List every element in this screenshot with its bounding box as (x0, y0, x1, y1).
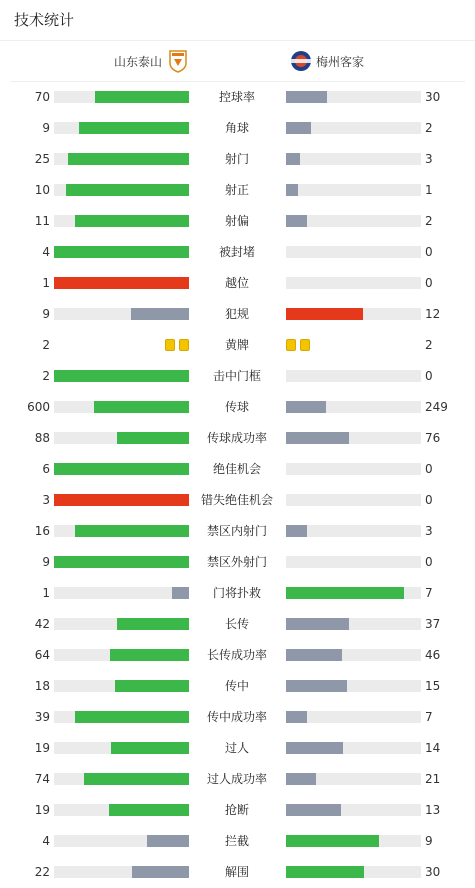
stat-label: 射正 (224, 183, 249, 197)
away-bar-track (286, 308, 421, 320)
home-bar-track (54, 308, 189, 320)
away-bar-track (286, 649, 421, 661)
away-bar (286, 680, 347, 692)
home-value: 18 (34, 679, 50, 693)
home-value: 6 (42, 462, 50, 476)
home-bar-track (54, 556, 189, 568)
away-bar (286, 308, 363, 320)
away-bar (286, 773, 316, 785)
stat-label: 角球 (224, 121, 249, 135)
away-value: 21 (425, 772, 441, 786)
home-bar (172, 587, 189, 599)
stat-row (0, 458, 475, 480)
away-value: 0 (425, 462, 433, 476)
stat-row (0, 706, 475, 728)
away-bar (286, 525, 307, 537)
away-team[interactable] (290, 49, 364, 73)
home-bar (79, 122, 189, 134)
away-value: 1 (425, 183, 433, 197)
away-bar (286, 401, 326, 413)
away-bar (286, 835, 379, 847)
stat-row (0, 148, 475, 170)
away-value: 7 (425, 710, 433, 724)
away-bar (286, 618, 349, 630)
away-value: 0 (425, 276, 433, 290)
away-bar-track (286, 463, 421, 475)
stat-row (0, 86, 475, 108)
home-value: 4 (42, 245, 50, 259)
away-bar-track (286, 556, 421, 568)
stat-label: 射偏 (224, 214, 249, 228)
away-yellow-cards (286, 339, 310, 351)
away-value: 3 (425, 524, 433, 538)
home-team[interactable] (10, 49, 188, 73)
home-bar (54, 277, 189, 289)
home-bar (75, 525, 189, 537)
away-bar-track (286, 804, 421, 816)
away-bar (286, 91, 327, 103)
away-bar-track (286, 91, 421, 103)
away-bar (286, 711, 307, 723)
away-bar-track (286, 432, 421, 444)
home-bar (94, 401, 189, 413)
home-bar-track (54, 525, 189, 537)
home-value: 74 (34, 772, 50, 786)
away-bar (286, 122, 311, 134)
home-bar-track (54, 618, 189, 630)
away-value: 30 (425, 90, 441, 104)
home-value: 42 (34, 617, 50, 631)
home-value: 19 (34, 803, 50, 817)
away-bar-track (286, 370, 421, 382)
yellow-card-icon (165, 339, 175, 351)
stat-row (0, 768, 475, 790)
home-bar (95, 91, 190, 103)
away-bar (286, 804, 341, 816)
stats-list (0, 82, 475, 888)
stat-row (0, 427, 475, 449)
stat-row (0, 675, 475, 697)
away-team-name: 梅州客家 (316, 54, 365, 69)
home-bar-track (54, 184, 189, 196)
home-bar (54, 556, 189, 568)
home-value: 11 (34, 214, 50, 228)
stat-label: 抢断 (224, 803, 249, 817)
home-bar (117, 618, 189, 630)
home-bar-track (54, 153, 189, 165)
away-bar-track (286, 122, 421, 134)
home-bar-track (54, 432, 189, 444)
away-bar-track (286, 711, 421, 723)
stat-row (0, 520, 475, 542)
home-bar (110, 649, 189, 661)
away-bar (286, 649, 342, 661)
away-bar (286, 587, 404, 599)
stat-row (0, 737, 475, 759)
stat-row (0, 396, 475, 418)
away-bar-track (286, 277, 421, 289)
stat-label: 被封堵 (218, 245, 255, 259)
away-value: 13 (425, 803, 441, 817)
home-bar (54, 246, 189, 258)
home-bar (75, 711, 189, 723)
home-value: 70 (34, 90, 50, 104)
home-bar-track (54, 401, 189, 413)
away-value: 15 (425, 679, 441, 693)
away-bar-track (286, 525, 421, 537)
stat-row (0, 861, 475, 883)
home-value: 2 (42, 369, 50, 383)
home-value: 88 (34, 431, 50, 445)
home-bar (111, 742, 189, 754)
stat-row (0, 210, 475, 232)
stat-row (0, 365, 475, 387)
home-bar (147, 835, 189, 847)
home-yellow-cards (165, 339, 189, 351)
stat-label: 传球 (224, 400, 249, 414)
home-value: 19 (34, 741, 50, 755)
stat-label: 控球率 (218, 90, 255, 104)
home-bar-track (54, 835, 189, 847)
stat-row (0, 582, 475, 604)
away-bar (286, 432, 349, 444)
away-value: 76 (425, 431, 441, 445)
home-value: 25 (34, 152, 50, 166)
home-bar-track (54, 463, 189, 475)
stat-label: 传中 (224, 679, 249, 693)
stat-row (0, 613, 475, 635)
away-bar-track (286, 773, 421, 785)
home-value: 9 (42, 307, 50, 321)
home-bar (54, 370, 189, 382)
stat-label: 击中门框 (212, 369, 261, 383)
away-bar-track (286, 184, 421, 196)
away-bar-track (286, 618, 421, 630)
home-bar-track (54, 649, 189, 661)
stat-row (0, 179, 475, 201)
away-bar-track (286, 587, 421, 599)
home-bar (117, 432, 189, 444)
home-value: 1 (42, 276, 50, 290)
stat-label: 禁区内射门 (206, 524, 267, 538)
away-bar-track (286, 494, 421, 506)
home-bar-track (54, 215, 189, 227)
home-bar-track (54, 370, 189, 382)
home-value: 1 (42, 586, 50, 600)
yellow-card-icon (300, 339, 310, 351)
home-value: 600 (27, 400, 50, 414)
yellow-card-icon (179, 339, 189, 351)
home-value: 4 (42, 834, 50, 848)
stat-row (0, 830, 475, 852)
home-bar-track (54, 711, 189, 723)
stat-label: 长传成功率 (206, 648, 267, 662)
away-bar-track (286, 215, 421, 227)
home-bar-track (54, 246, 189, 258)
away-bar (286, 215, 307, 227)
stat-row (0, 117, 475, 139)
away-value: 3 (425, 152, 433, 166)
home-bar-track (54, 277, 189, 289)
home-bar (75, 215, 189, 227)
home-bar-track (54, 122, 189, 134)
home-bar (54, 494, 189, 506)
stat-label: 黄牌 (224, 338, 249, 352)
home-bar-track (54, 804, 189, 816)
away-bar (286, 866, 364, 878)
stat-label: 过人成功率 (206, 772, 267, 786)
home-value: 9 (42, 121, 50, 135)
stat-label: 禁区外射门 (206, 555, 267, 569)
away-bar-track (286, 680, 421, 692)
home-value: 2 (42, 338, 50, 352)
stat-row (0, 489, 475, 511)
teams-header (10, 41, 465, 82)
home-bar (54, 463, 189, 475)
home-value: 22 (34, 865, 50, 879)
home-team-logo (168, 49, 188, 73)
stat-label: 传球成功率 (206, 431, 267, 445)
away-value: 37 (425, 617, 441, 631)
away-bar-track (286, 835, 421, 847)
away-bar-track (286, 866, 421, 878)
away-value: 0 (425, 555, 433, 569)
yellow-card-icon (286, 339, 296, 351)
home-bar-track (54, 773, 189, 785)
home-bar (109, 804, 189, 816)
home-value: 9 (42, 555, 50, 569)
stat-label: 传中成功率 (206, 710, 267, 724)
home-bar (66, 184, 189, 196)
stat-row (0, 334, 475, 356)
away-bar-track (286, 153, 421, 165)
away-value: 0 (425, 493, 433, 507)
stat-label: 绝佳机会 (212, 462, 261, 476)
home-bar (115, 680, 189, 692)
away-bar-track (286, 246, 421, 258)
away-value: 9 (425, 834, 433, 848)
stat-label: 错失绝佳机会 (200, 493, 273, 507)
away-bar (286, 153, 300, 165)
stat-row (0, 551, 475, 573)
away-value: 14 (425, 741, 441, 755)
away-value: 249 (425, 400, 448, 414)
stat-label: 犯规 (224, 307, 249, 321)
stat-row (0, 272, 475, 294)
away-value: 7 (425, 586, 433, 600)
away-bar (286, 184, 298, 196)
home-value: 16 (34, 524, 50, 538)
away-value: 2 (425, 121, 433, 135)
away-value: 12 (425, 307, 441, 321)
home-bar-track (54, 494, 189, 506)
home-bar (132, 866, 189, 878)
home-bar-track (54, 587, 189, 599)
home-bar (84, 773, 189, 785)
stat-row (0, 303, 475, 325)
stat-row (0, 644, 475, 666)
home-value: 10 (34, 183, 50, 197)
away-value: 30 (425, 865, 441, 879)
stat-label: 长传 (224, 617, 249, 631)
away-value: 2 (425, 214, 433, 228)
home-bar-track (54, 91, 189, 103)
home-bar-track (54, 742, 189, 754)
away-value: 2 (425, 338, 433, 352)
home-value: 39 (34, 710, 50, 724)
away-value: 0 (425, 245, 433, 259)
home-bar (131, 308, 189, 320)
stat-label: 射门 (224, 152, 249, 166)
stat-label: 过人 (224, 741, 249, 755)
stat-label: 门将扑救 (212, 586, 261, 600)
away-team-logo (290, 49, 310, 73)
home-bar (68, 153, 189, 165)
stat-label: 拦截 (224, 834, 249, 848)
page-title: 技术统计 (0, 0, 475, 41)
away-bar (286, 742, 343, 754)
away-value: 46 (425, 648, 441, 662)
stat-label: 解围 (224, 865, 249, 879)
home-bar-track (54, 680, 189, 692)
home-team-name: 山东泰山 (113, 54, 162, 69)
home-value: 64 (34, 648, 50, 662)
home-value: 3 (42, 493, 50, 507)
home-bar-track (54, 866, 189, 878)
away-bar-track (286, 742, 421, 754)
stat-row (0, 799, 475, 821)
stat-label: 越位 (224, 276, 249, 290)
away-bar-track (286, 401, 421, 413)
stat-row (0, 241, 475, 263)
away-value: 0 (425, 369, 433, 383)
